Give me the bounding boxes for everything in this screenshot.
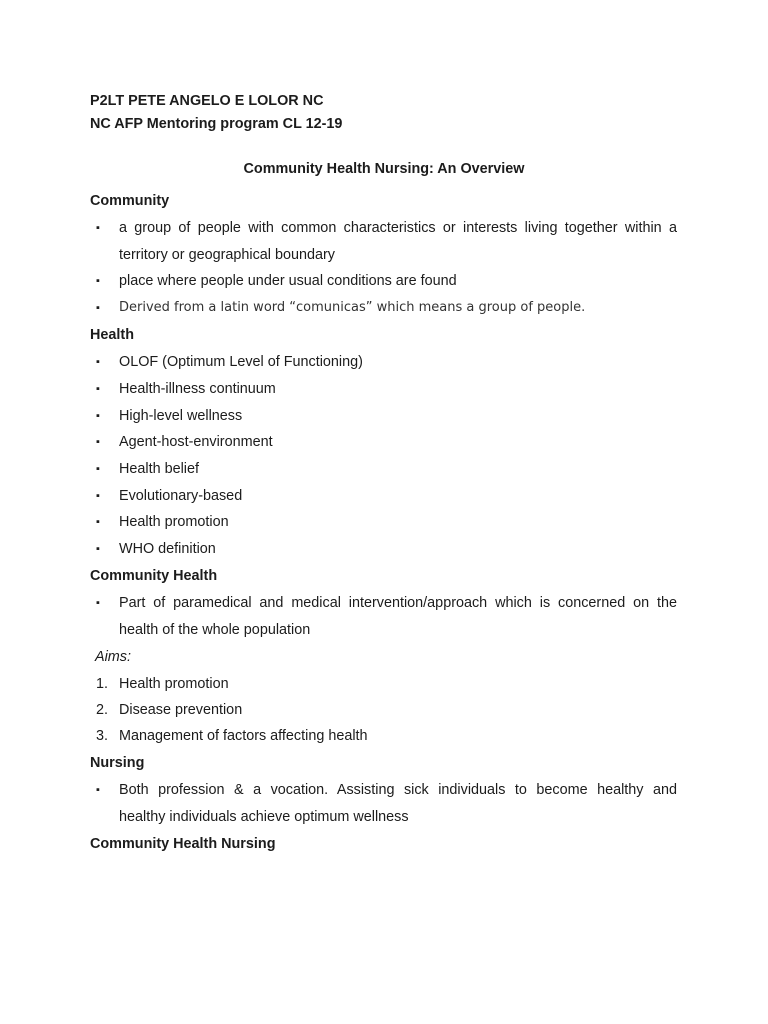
bullet-icon: ▪ <box>96 490 100 502</box>
nursing-def-line1: Both profession & a vocation. Assisting sick individuals to become healthy and <box>119 782 677 798</box>
heading-community-health-nursing: Community Health Nursing <box>90 836 276 852</box>
community-def-line2: territory or geographical boundary <box>119 247 335 263</box>
nursing-def-line2: healthy individuals achieve optimum wellness <box>119 809 409 825</box>
bullet-icon: ▪ <box>96 543 100 555</box>
author-line: P2LT PETE ANGELO E LOLOR NC <box>90 93 324 109</box>
community-def-line1: a group of people with common characteristics or interests living together within a <box>119 220 677 236</box>
health-item: OLOF (Optimum Level of Functioning) <box>119 354 363 370</box>
health-item: Health-illness continuum <box>119 381 276 397</box>
bullet-icon: ▪ <box>96 784 100 796</box>
bullet-icon: ▪ <box>96 356 100 368</box>
community-derived: Derived from a latin word “comunicas” which means a group of people. <box>119 300 586 315</box>
community-health-def-line2: health of the whole population <box>119 622 311 638</box>
health-item: WHO definition <box>119 541 216 557</box>
aim-number: 2. <box>96 702 109 718</box>
health-item: Agent-host-environment <box>119 434 273 450</box>
program-line: NC AFP Mentoring program CL 12-19 <box>90 116 343 132</box>
aim-item: Disease prevention <box>119 702 243 718</box>
health-item: Health promotion <box>119 514 229 530</box>
bullet-icon: ▪ <box>96 516 100 528</box>
heading-community: Community <box>90 193 170 209</box>
bullet-icon: ▪ <box>96 597 100 609</box>
document-title: Community Health Nursing: An Overview <box>243 161 525 177</box>
health-item: Health belief <box>119 461 199 477</box>
heading-health: Health <box>90 327 134 343</box>
community-health-def-line1: Part of paramedical and medical intervention/approach which is concerned on the <box>119 595 677 611</box>
heading-nursing: Nursing <box>90 755 145 771</box>
aims-label: Aims: <box>95 649 131 665</box>
aim-item: Management of factors affecting health <box>119 728 368 744</box>
bullet-icon: ▪ <box>96 275 100 287</box>
health-item: Evolutionary-based <box>119 488 243 504</box>
heading-community-health: Community Health <box>90 568 218 584</box>
bullet-icon: ▪ <box>96 463 100 475</box>
aim-number: 1. <box>96 676 109 692</box>
bullet-icon: ▪ <box>96 410 100 422</box>
bullet-icon: ▪ <box>96 222 100 234</box>
bullet-icon: ▪ <box>96 383 100 395</box>
community-place: place where people under usual conditions are found <box>119 273 457 289</box>
aim-number: 3. <box>96 728 109 744</box>
bullet-icon: ▪ <box>96 436 100 448</box>
bullet-icon: ▪ <box>96 302 100 314</box>
aim-item: Health promotion <box>119 676 229 692</box>
health-item: High-level wellness <box>119 408 243 424</box>
